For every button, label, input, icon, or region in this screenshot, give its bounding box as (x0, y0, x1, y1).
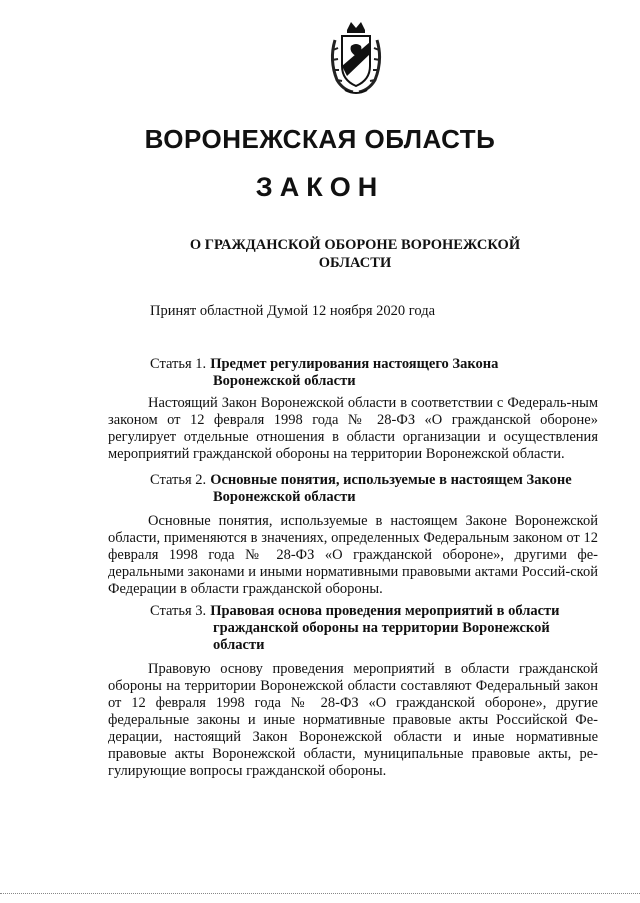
article-text: Настоящий Закон Воронежской области в соответствии с Федераль-ным законом от 12 февраля 1998 года № 28-ФЗ «О гражданской обороне» регулирует отдельные отношения в области организации и осуществления мероприятий гражданской обороны на территории Воронежской области. (108, 395, 598, 462)
document-type: ЗАКОН (255, 172, 385, 202)
article-text: Основные понятия, используемые в настоящем Законе Воронежской области, применяются в значениях, определенных Федеральным законом от 12 февраля 1998 года № 28-ФЗ «О гражданской обороне», другими фе-деральными законами и иными нормативными правовыми актами Россий-ской Федерации в области гражданской обороны. (108, 513, 598, 597)
law-title-line: О ГРАЖДАНСКОЙ ОБОРОНЕ ВОРОНЕЖСКОЙ (189, 237, 521, 253)
article-heading (150, 603, 590, 654)
article-title: Основные понятия, используемые в настоящем Законе (210, 472, 572, 488)
article-title-continuation: Воронежской области (213, 373, 356, 389)
article-title: Предмет регулирования настоящего Закона (210, 356, 499, 372)
coat-of-arms-icon (327, 20, 385, 98)
article-text: Правовую основу проведения мероприятий в области гражданской обороны на территории Воронежской области составляют Федеральный закон от 12 февраля 1998 года № 28-ФЗ «О гражданской обороне», другие федеральные законы и иные нормативные правовые акты Российской Фе-дерации, настоящий Закон Воронежской области и иные нормативные правовые акты Воронежской области, муниципальные правовые акты, ре-гулирующие вопросы гражданской обороны. (108, 661, 598, 779)
article-title-continuation: гражданской обороны на территории Воронежской (213, 620, 550, 636)
article-title: Правовая основа проведения мероприятий в области (210, 603, 560, 619)
article-heading (150, 472, 590, 506)
region-name: ВОРОНЕЖСКАЯ ОБЛАСТЬ (144, 124, 496, 154)
article-number: Статья 1. (150, 356, 207, 372)
article-heading (150, 356, 590, 390)
article-title-continuation: области (213, 637, 265, 653)
article-number: Статья 3. (150, 603, 207, 619)
law-title-line: ОБЛАСТИ (318, 255, 392, 271)
adoption-date: Принят областной Думой 12 ноября 2020 года (150, 303, 436, 319)
article-number: Статья 2. (150, 472, 207, 488)
page-edge-line (0, 893, 640, 894)
law-title (150, 236, 560, 272)
article-title-continuation: Воронежской области (213, 489, 356, 505)
